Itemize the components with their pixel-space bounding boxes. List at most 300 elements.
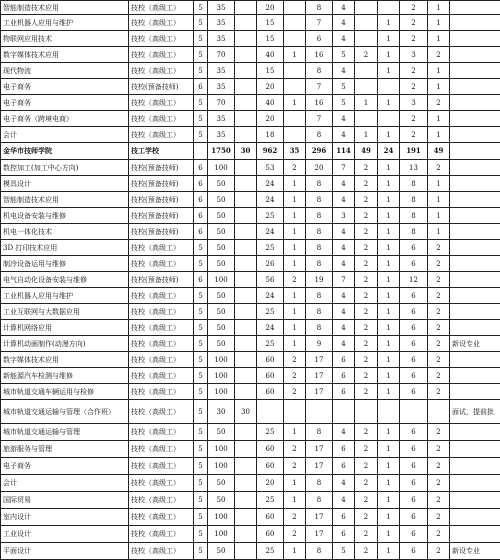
- col10-cell: [355, 400, 378, 424]
- note-cell: [450, 127, 500, 143]
- col11-cell: 1: [378, 127, 400, 143]
- col7-cell: 1: [284, 288, 306, 304]
- col9-cell: 4: [333, 15, 355, 31]
- col9-cell: 4: [333, 63, 355, 79]
- school-type-cell: 技校(预备技师): [129, 160, 194, 176]
- school-type-cell: 技校（高级工）: [129, 336, 194, 352]
- col5-cell: [235, 79, 257, 95]
- table-row: [1, 441, 500, 458]
- table-row: [1, 272, 500, 288]
- table-row: [1, 1, 500, 15]
- col8-cell: 17: [306, 352, 333, 368]
- col9-cell: 114: [333, 143, 355, 160]
- col7-cell: 1: [284, 492, 306, 509]
- col12-cell: 6: [400, 509, 428, 526]
- table-row: [1, 384, 500, 400]
- col11-cell: [378, 400, 400, 424]
- col8-cell: 8: [306, 1, 333, 15]
- col5-cell: [235, 543, 257, 560]
- col8-cell: 7: [306, 111, 333, 127]
- note-cell: [450, 352, 500, 368]
- col5-cell: 30: [235, 143, 257, 160]
- col7-cell: 2: [284, 384, 306, 400]
- col6-cell: 40: [257, 47, 284, 63]
- col12-cell: 6: [400, 424, 428, 441]
- col7-cell: 1: [284, 192, 306, 208]
- col9-cell: 4: [333, 320, 355, 336]
- col10-cell: 2: [355, 224, 378, 240]
- col5-cell: 30: [235, 400, 257, 424]
- col5-cell: [235, 192, 257, 208]
- col9-cell: 6: [333, 458, 355, 475]
- col13-cell: 1: [428, 176, 450, 192]
- total-plan-cell: 30: [208, 400, 235, 424]
- note-cell: [450, 111, 500, 127]
- years-cell: 5: [194, 400, 208, 424]
- major-name-cell: 电气自动化设备安装与维修: [1, 272, 129, 288]
- col12-cell: 6: [400, 492, 428, 509]
- col11-cell: 1: [378, 63, 400, 79]
- col7-cell: 1: [284, 543, 306, 560]
- col6-cell: 962: [257, 143, 284, 160]
- col10-cell: 2: [355, 208, 378, 224]
- table-row: [1, 79, 500, 95]
- school-type-cell: 技校(预备技师): [129, 79, 194, 95]
- col11-cell: 1: [378, 492, 400, 509]
- total-plan-cell: 35: [208, 111, 235, 127]
- years-cell: 5: [194, 543, 208, 560]
- col9-cell: 6: [333, 441, 355, 458]
- major-name-cell: 工业机器人应用与维护: [1, 288, 129, 304]
- col11-cell: 1: [378, 458, 400, 475]
- col11-cell: 1: [378, 352, 400, 368]
- col10-cell: 49: [355, 143, 378, 160]
- school-type-cell: 技校（高级工）: [129, 400, 194, 424]
- col9-cell: 6: [333, 368, 355, 384]
- col8-cell: 17: [306, 368, 333, 384]
- col12-cell: 6: [400, 352, 428, 368]
- table-row: [1, 111, 500, 127]
- col10-cell: 2: [355, 192, 378, 208]
- col11-cell: 1: [378, 526, 400, 543]
- major-name-cell: 工业机器人应用与维护: [1, 15, 129, 31]
- col6-cell: 20: [257, 1, 284, 15]
- years-cell: 6: [194, 79, 208, 95]
- school-type-cell: 技校（高级工）: [129, 543, 194, 560]
- years-cell: 5: [194, 256, 208, 272]
- col11-cell: 24: [378, 143, 400, 160]
- col9-cell: 5: [333, 79, 355, 95]
- table-row: [1, 224, 500, 240]
- col6-cell: 53: [257, 160, 284, 176]
- col9-cell: 7: [333, 272, 355, 288]
- major-name-cell: 金华市技师学院: [1, 143, 129, 160]
- col5-cell: [235, 336, 257, 352]
- years-cell: 5: [194, 127, 208, 143]
- col10-cell: 2: [355, 509, 378, 526]
- school-type-cell: 技校（高级工）: [129, 384, 194, 400]
- col13-cell: 2: [428, 458, 450, 475]
- school-type-cell: 技校（高级工）: [129, 475, 194, 492]
- col5-cell: [235, 240, 257, 256]
- col8-cell: 7: [306, 79, 333, 95]
- col13-cell: 1: [428, 15, 450, 31]
- col10-cell: 2: [355, 368, 378, 384]
- table-row: [1, 368, 500, 384]
- note-cell: [450, 47, 500, 63]
- major-name-cell: 室内设计: [1, 509, 129, 526]
- school-type-cell: 技校（高级工）: [129, 15, 194, 31]
- col10-cell: 2: [355, 458, 378, 475]
- col8-cell: 16: [306, 47, 333, 63]
- note-cell: [450, 63, 500, 79]
- col12-cell: 6: [400, 256, 428, 272]
- col8-cell: 8: [306, 192, 333, 208]
- major-name-cell: 数字媒体技术应用: [1, 47, 129, 63]
- col9-cell: 4: [333, 31, 355, 47]
- col11-cell: 1: [378, 95, 400, 111]
- col8-cell: 9: [306, 336, 333, 352]
- total-plan-cell: 50: [208, 543, 235, 560]
- note-cell: [450, 492, 500, 509]
- col12-cell: 6: [400, 368, 428, 384]
- table-row: [1, 288, 500, 304]
- total-plan-cell: 35: [208, 79, 235, 95]
- col5-cell: [235, 272, 257, 288]
- col11-cell: 1: [378, 15, 400, 31]
- col7-cell: [284, 111, 306, 127]
- total-plan-cell: 50: [208, 176, 235, 192]
- total-plan-cell: 35: [208, 31, 235, 47]
- col6-cell: 24: [257, 320, 284, 336]
- col12-cell: 2: [400, 79, 428, 95]
- school-type-cell: 技校（高级工）: [129, 95, 194, 111]
- col5-cell: [235, 475, 257, 492]
- col11-cell: [378, 111, 400, 127]
- col12-cell: 2: [400, 63, 428, 79]
- col6-cell: 18: [257, 127, 284, 143]
- col5-cell: [235, 127, 257, 143]
- col6-cell: 25: [257, 424, 284, 441]
- col8-cell: 19: [306, 272, 333, 288]
- col5-cell: [235, 424, 257, 441]
- col12-cell: 2: [400, 31, 428, 47]
- major-name-cell: 会计: [1, 127, 129, 143]
- col10-cell: 2: [355, 384, 378, 400]
- col5-cell: [235, 224, 257, 240]
- col6-cell: 24: [257, 192, 284, 208]
- col6-cell: 24: [257, 288, 284, 304]
- col7-cell: [284, 31, 306, 47]
- col8-cell: 8: [306, 63, 333, 79]
- school-type-cell: 技校（高级工）: [129, 526, 194, 543]
- col10-cell: [355, 63, 378, 79]
- col12-cell: 6: [400, 288, 428, 304]
- col11-cell: 1: [378, 336, 400, 352]
- col5-cell: [235, 1, 257, 15]
- major-name-cell: 城市轨道交通运输与管理: [1, 424, 129, 441]
- col10-cell: [355, 111, 378, 127]
- table-row: [1, 95, 500, 111]
- col8-cell: 17: [306, 526, 333, 543]
- total-plan-cell: 100: [208, 384, 235, 400]
- note-cell: [450, 320, 500, 336]
- col5-cell: [235, 95, 257, 111]
- col10-cell: 2: [355, 352, 378, 368]
- years-cell: 5: [194, 458, 208, 475]
- col13-cell: 2: [428, 441, 450, 458]
- table-row: [1, 176, 500, 192]
- table-row: [1, 424, 500, 441]
- col10-cell: 2: [355, 176, 378, 192]
- note-cell: [450, 240, 500, 256]
- col6-cell: 60: [257, 384, 284, 400]
- col10-cell: 2: [355, 240, 378, 256]
- major-name-cell: 数字媒体技术应用: [1, 352, 129, 368]
- total-plan-cell: 100: [208, 509, 235, 526]
- col6-cell: 20: [257, 79, 284, 95]
- note-cell: [450, 272, 500, 288]
- col8-cell: 8: [306, 240, 333, 256]
- total-plan-cell: 50: [208, 208, 235, 224]
- major-name-cell: 电子商务: [1, 79, 129, 95]
- col6-cell: 60: [257, 458, 284, 475]
- col11-cell: 1: [378, 192, 400, 208]
- table-row: [1, 492, 500, 509]
- col7-cell: 2: [284, 272, 306, 288]
- major-name-cell: 数控加工(加工中心方向): [1, 160, 129, 176]
- col8-cell: 8: [306, 492, 333, 509]
- col12-cell: [400, 400, 428, 424]
- col5-cell: [235, 160, 257, 176]
- col7-cell: 2: [284, 441, 306, 458]
- col10-cell: 2: [355, 160, 378, 176]
- col8-cell: [306, 400, 333, 424]
- col13-cell: 1: [428, 208, 450, 224]
- school-type-cell: 技校（高级工）: [129, 127, 194, 143]
- table-row: [1, 509, 500, 526]
- col12-cell: 2: [400, 111, 428, 127]
- table-row: [1, 208, 500, 224]
- col6-cell: 40: [257, 95, 284, 111]
- school-type-cell: 技校（高级工）: [129, 304, 194, 320]
- col13-cell: 2: [428, 256, 450, 272]
- col11-cell: [378, 79, 400, 95]
- years-cell: 5: [194, 509, 208, 526]
- note-cell: [450, 160, 500, 176]
- col6-cell: 15: [257, 31, 284, 47]
- col13-cell: 2: [428, 95, 450, 111]
- col13-cell: 2: [428, 368, 450, 384]
- major-name-cell: 电子商务: [1, 458, 129, 475]
- col9-cell: 4: [333, 111, 355, 127]
- col11-cell: 1: [378, 176, 400, 192]
- years-cell: 6: [194, 208, 208, 224]
- school-type-cell: 技校（高级工）: [129, 320, 194, 336]
- school-type-cell: 技校（高级工）: [129, 352, 194, 368]
- school-type-cell: 技校(预备技师): [129, 176, 194, 192]
- years-cell: 5: [194, 526, 208, 543]
- col12-cell: 12: [400, 272, 428, 288]
- major-name-cell: 智能制造技术应用: [1, 1, 129, 15]
- school-type-cell: 技校（高级工）: [129, 458, 194, 475]
- col12-cell: 6: [400, 336, 428, 352]
- col10-cell: 1: [355, 127, 378, 143]
- col13-cell: 49: [428, 143, 450, 160]
- total-plan-cell: 35: [208, 63, 235, 79]
- col8-cell: 8: [306, 543, 333, 560]
- col13-cell: 2: [428, 288, 450, 304]
- table-row: [1, 31, 500, 47]
- col6-cell: 60: [257, 352, 284, 368]
- col13-cell: 2: [428, 272, 450, 288]
- col6-cell: [257, 400, 284, 424]
- table-row: [1, 458, 500, 475]
- total-plan-cell: 50: [208, 320, 235, 336]
- total-plan-cell: 50: [208, 475, 235, 492]
- col9-cell: 5: [333, 47, 355, 63]
- school-summary-row: [1, 143, 500, 160]
- col13-cell: [428, 400, 450, 424]
- col11-cell: 1: [378, 47, 400, 63]
- col6-cell: 25: [257, 240, 284, 256]
- col5-cell: [235, 31, 257, 47]
- col12-cell: 2: [400, 1, 428, 15]
- school-type-cell: 技校(预备技师): [129, 208, 194, 224]
- total-plan-cell: 50: [208, 256, 235, 272]
- col13-cell: 2: [428, 160, 450, 176]
- col13-cell: 1: [428, 192, 450, 208]
- major-name-cell: 工业设计: [1, 526, 129, 543]
- col9-cell: 4: [333, 492, 355, 509]
- major-name-cell: 现代物流: [1, 63, 129, 79]
- col8-cell: 8: [306, 256, 333, 272]
- years-cell: 5: [194, 111, 208, 127]
- note-cell: [450, 475, 500, 492]
- col7-cell: [284, 15, 306, 31]
- col13-cell: 2: [428, 47, 450, 63]
- total-plan-cell: 70: [208, 47, 235, 63]
- col5-cell: [235, 208, 257, 224]
- table-row: [1, 526, 500, 543]
- col5-cell: [235, 63, 257, 79]
- col12-cell: 3: [400, 47, 428, 63]
- total-plan-cell: 100: [208, 526, 235, 543]
- school-type-cell: 技校（高级工）: [129, 288, 194, 304]
- years-cell: 5: [194, 63, 208, 79]
- table-row: [1, 240, 500, 256]
- col5-cell: [235, 526, 257, 543]
- col10-cell: 2: [355, 47, 378, 63]
- col9-cell: 4: [333, 1, 355, 15]
- major-name-cell: 模具设计: [1, 176, 129, 192]
- major-name-cell: 电子商务: [1, 95, 129, 111]
- years-cell: 6: [194, 160, 208, 176]
- col8-cell: 8: [306, 475, 333, 492]
- col9-cell: 3: [333, 208, 355, 224]
- col7-cell: 2: [284, 368, 306, 384]
- years-cell: 5: [194, 352, 208, 368]
- col12-cell: 8: [400, 224, 428, 240]
- school-type-cell: 技校（高级工）: [129, 424, 194, 441]
- col7-cell: [284, 400, 306, 424]
- col7-cell: 1: [284, 475, 306, 492]
- note-cell: [450, 256, 500, 272]
- col7-cell: 1: [284, 336, 306, 352]
- col10-cell: 2: [355, 424, 378, 441]
- school-type-cell: 技校（高级工）: [129, 63, 194, 79]
- school-type-cell: 技校（高级工）: [129, 509, 194, 526]
- col8-cell: 17: [306, 458, 333, 475]
- school-type-cell: 技校（高级工）: [129, 111, 194, 127]
- col12-cell: 6: [400, 475, 428, 492]
- col7-cell: 1: [284, 176, 306, 192]
- col12-cell: 6: [400, 240, 428, 256]
- note-cell: [450, 79, 500, 95]
- col11-cell: 1: [378, 288, 400, 304]
- major-name-cell: 机电设备安装与维修: [1, 208, 129, 224]
- col9-cell: 4: [333, 192, 355, 208]
- col13-cell: 1: [428, 1, 450, 15]
- col10-cell: 1: [355, 95, 378, 111]
- col12-cell: 8: [400, 192, 428, 208]
- col12-cell: 13: [400, 160, 428, 176]
- col11-cell: 1: [378, 475, 400, 492]
- col8-cell: 8: [306, 424, 333, 441]
- col11-cell: 1: [378, 320, 400, 336]
- col9-cell: 4: [333, 336, 355, 352]
- school-type-cell: 技校（高级工）: [129, 368, 194, 384]
- major-name-cell: 新能源汽车检测与维修: [1, 368, 129, 384]
- school-type-cell: 技校(预备技师): [129, 224, 194, 240]
- col7-cell: 2: [284, 526, 306, 543]
- col12-cell: 2: [400, 15, 428, 31]
- total-plan-cell: 50: [208, 288, 235, 304]
- col12-cell: 6: [400, 458, 428, 475]
- note-cell: [450, 31, 500, 47]
- total-plan-cell: 100: [208, 458, 235, 475]
- table-row: [1, 47, 500, 63]
- major-name-cell: 计算机网络应用: [1, 320, 129, 336]
- school-type-cell: 技校（高级工）: [129, 47, 194, 63]
- col6-cell: 15: [257, 63, 284, 79]
- note-cell: [450, 288, 500, 304]
- col5-cell: [235, 509, 257, 526]
- col10-cell: 2: [355, 304, 378, 320]
- col10-cell: 2: [355, 288, 378, 304]
- years-cell: 6: [194, 192, 208, 208]
- major-name-cell: 旅游服务与管理: [1, 441, 129, 458]
- total-plan-cell: 50: [208, 336, 235, 352]
- years-cell: 5: [194, 492, 208, 509]
- col6-cell: 60: [257, 526, 284, 543]
- col10-cell: [355, 1, 378, 15]
- col9-cell: 7: [333, 160, 355, 176]
- col7-cell: [284, 63, 306, 79]
- col11-cell: 1: [378, 384, 400, 400]
- col12-cell: 8: [400, 176, 428, 192]
- col6-cell: 60: [257, 368, 284, 384]
- total-plan-cell: 50: [208, 224, 235, 240]
- col7-cell: 1: [284, 304, 306, 320]
- col10-cell: 2: [355, 441, 378, 458]
- table-row: [1, 304, 500, 320]
- col7-cell: 2: [284, 509, 306, 526]
- col5-cell: [235, 256, 257, 272]
- col13-cell: 2: [428, 475, 450, 492]
- col8-cell: 8: [306, 304, 333, 320]
- major-name-cell: 机电一体化技术: [1, 224, 129, 240]
